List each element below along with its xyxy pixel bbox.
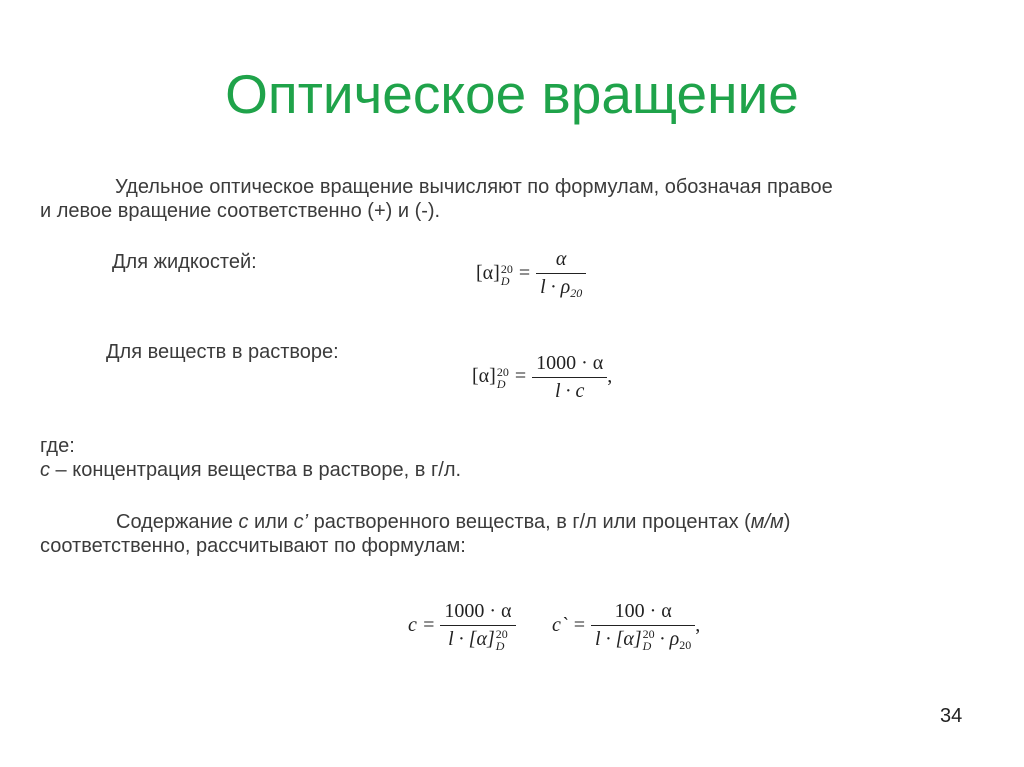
c-definition-line [40, 458, 461, 482]
denominator [536, 274, 586, 301]
rho-sub-20: 20 [570, 286, 583, 300]
alpha-bracket: [α] [476, 262, 500, 285]
numerator: 100 · α [591, 600, 695, 626]
equals-sign: = [514, 365, 527, 388]
c-equals: c = [408, 613, 436, 636]
comma: , [695, 614, 701, 637]
content-line-2: соответственно, рассчитывают по формулам: [40, 535, 466, 557]
denominator [440, 626, 515, 652]
intro-paragraph [40, 175, 1024, 223]
alpha-bracket: [α] [472, 365, 496, 388]
content-text-b: или [248, 511, 294, 533]
content-line-1 [40, 510, 1024, 534]
sup-20: 20 [495, 627, 508, 642]
formula-liquids [476, 248, 586, 301]
sup-20: 20 [642, 627, 655, 642]
content-text-c: растворенного вещества, в г/л или процентах ( [308, 511, 751, 533]
label-solutions: Для веществ в растворе: [106, 341, 339, 363]
rho-sub-20: 20 [679, 638, 692, 652]
sup-sub [643, 628, 655, 652]
where-label: где: [40, 435, 75, 457]
formula-c [408, 600, 516, 652]
intro-line-2: и левое вращение соответственно (+) и (-). [40, 200, 441, 222]
comma: , [607, 365, 613, 388]
c-symbol: c [40, 459, 50, 481]
content-text-a: Содержание [116, 511, 239, 533]
slide-title: Оптическое вращение [225, 63, 799, 125]
formula-solutions [472, 352, 612, 403]
content-c-prime: c’ [293, 511, 309, 533]
denominator [591, 626, 695, 653]
sup-sub [496, 628, 508, 652]
content-c: c [238, 511, 249, 533]
fraction [536, 248, 586, 301]
intro-line-1: Удельное оптическое вращение вычисляют по формулам, обозначая правое [115, 176, 833, 198]
fraction [532, 352, 607, 403]
numerator: 1000 · α [440, 600, 515, 626]
content-paragraph [40, 510, 1024, 558]
sup-sub [497, 366, 509, 390]
formula-c-prime [552, 600, 700, 653]
numerator: 1000 · α [532, 352, 607, 378]
denominator: l · c [554, 380, 585, 402]
content-mm: м/м [750, 511, 784, 533]
fraction [440, 600, 515, 652]
content-text-d: ) [783, 511, 791, 533]
den-l-alpha: l · [α] [595, 628, 642, 650]
where-block [40, 434, 461, 482]
sup-20: 20 [496, 364, 509, 379]
equals-sign: = [518, 262, 531, 285]
c-prime-equals: c` = [552, 614, 587, 637]
sub-d: D [495, 639, 505, 654]
sub-d: D [642, 639, 652, 654]
sup-20: 20 [500, 261, 513, 276]
page-number: 34 [940, 705, 963, 727]
sub-d: D [496, 376, 506, 391]
den-l-rho: l · ρ [540, 276, 571, 298]
c-definition: – концентрация вещества в растворе, в г/л. [50, 459, 462, 481]
label-liquids: Для жидкостей: [112, 251, 257, 273]
den-l-alpha: l · [α] [448, 628, 495, 650]
sup-sub [501, 263, 513, 287]
numerator: α [536, 248, 586, 274]
den-rho: · ρ [654, 628, 680, 650]
sub-d: D [500, 273, 510, 288]
fraction [591, 600, 695, 653]
